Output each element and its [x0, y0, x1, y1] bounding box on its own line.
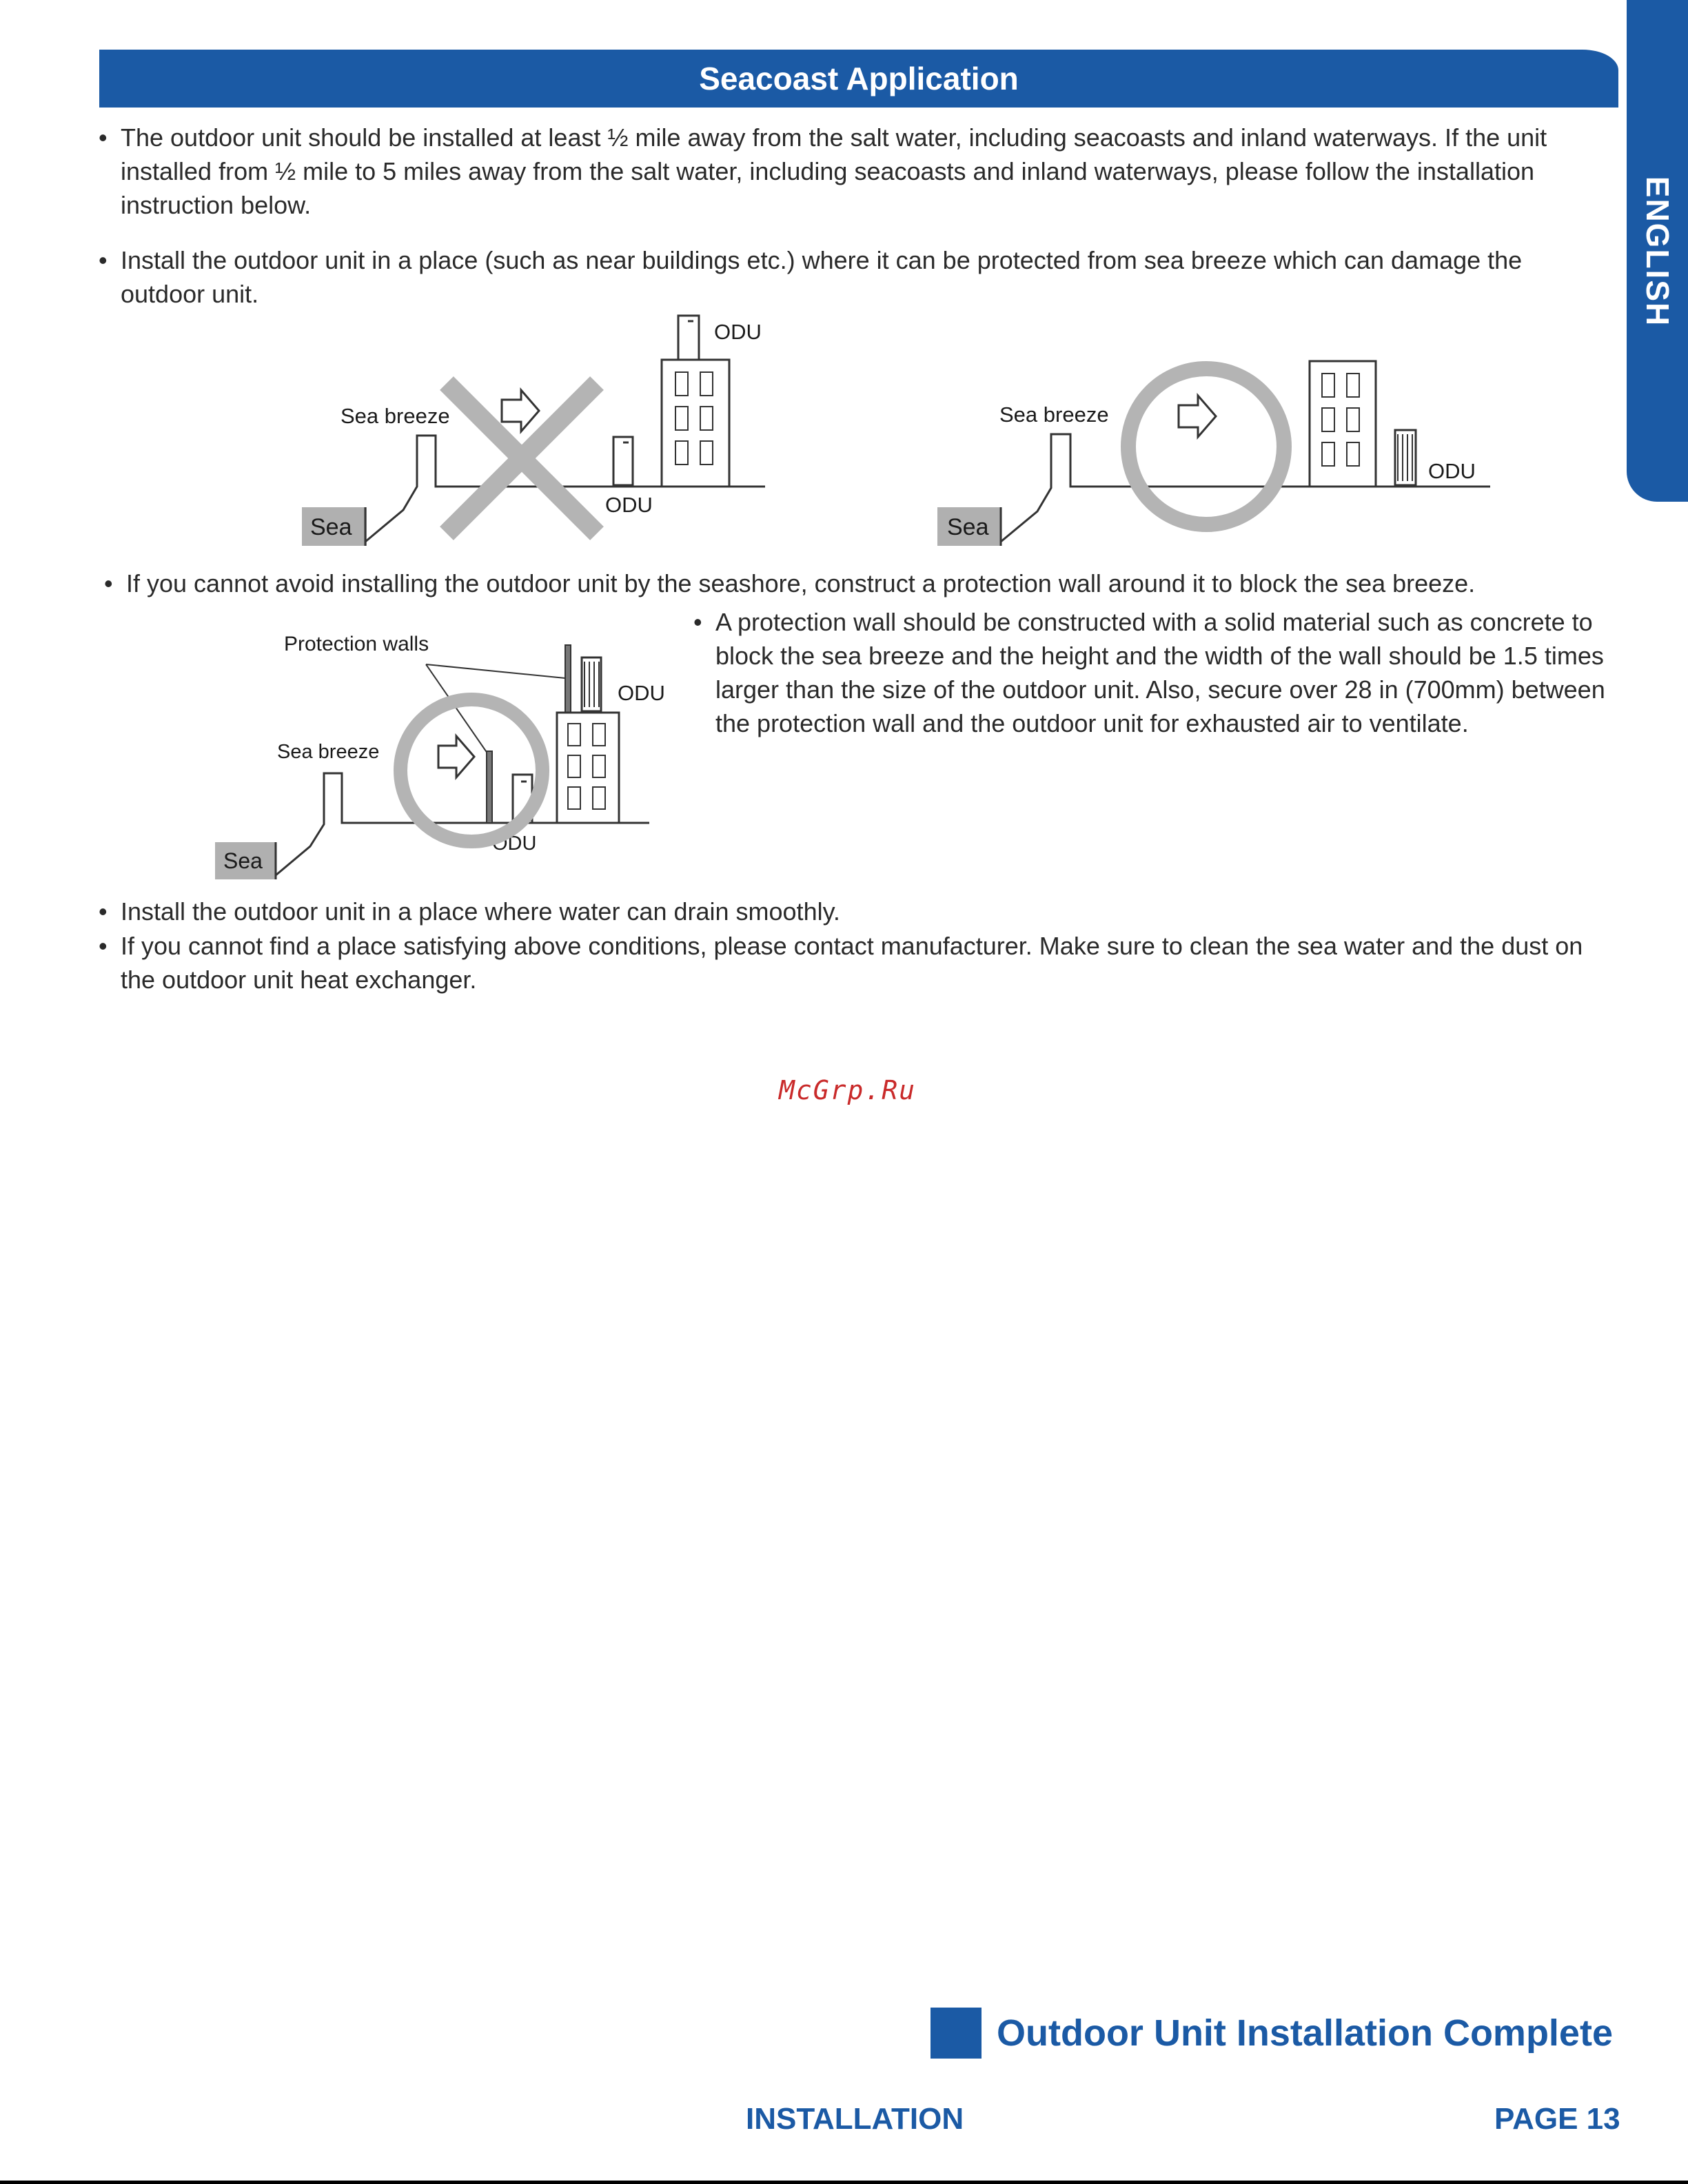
figure-protection-wall [207, 627, 682, 889]
bullet-dot: • [99, 123, 108, 152]
protection-wall-rooftop [565, 645, 571, 714]
odu-ground-label: ODU [605, 493, 653, 517]
watermark: McGrp.Ru [779, 1075, 917, 1105]
odu-ground-unit [613, 437, 633, 485]
sea-breeze-label: Sea breeze [340, 404, 450, 428]
section-header-banner [99, 50, 1618, 108]
bullet-dot: • [693, 608, 702, 636]
figure-wrong-placement [289, 303, 786, 558]
bullet-drainage [99, 895, 1609, 928]
breeze-arrow-icon [1179, 396, 1216, 437]
odu-unit [1395, 430, 1416, 485]
footer-section-label: INSTALLATION [746, 2102, 964, 2136]
bullet-text: Install the outdoor unit in a place where water can drain smoothly. [121, 897, 840, 926]
bullet-dot: • [99, 897, 108, 926]
section-title: Seacoast Application [699, 61, 1019, 96]
odu-rooftop-unit [582, 657, 601, 711]
bullet-protect-location [99, 243, 1609, 311]
odu-label: ODU [1428, 459, 1476, 483]
bullet-dot: • [99, 932, 108, 960]
circle-mark-icon [1128, 369, 1284, 524]
odu-rooftop-label: ODU [618, 681, 665, 705]
section-complete-title: Outdoor Unit Installation Complete [997, 2012, 1613, 2054]
sea-breeze-label: Sea breeze [999, 402, 1109, 427]
circle-mark-icon [400, 700, 542, 841]
section-complete-marker [931, 2008, 1613, 2059]
odu-rooftop-label: ODU [714, 320, 762, 344]
bullet-contact-manufacturer [99, 929, 1616, 997]
building [662, 360, 729, 487]
bullet-text: If you cannot avoid installing the outdoor unit by the seashore, construct a protection wall around it to block the sea breeze. [126, 569, 1476, 598]
footer-page-number: PAGE 13 [1494, 2102, 1620, 2136]
building [1310, 361, 1376, 487]
sea-label: Sea [310, 514, 352, 540]
bottom-divider [0, 2181, 1688, 2184]
bullet-text: If you cannot find a place satisfying above conditions, please contact manufacturer. Make sure to clean the sea water and the dust on the outdoor unit heat exchanger. [121, 932, 1583, 994]
figure-correct-placement [937, 345, 1503, 558]
bullet-text: A protection wall should be constructed with a solid material such as concrete to block the sea breeze and the height and the width of the wall should be 1.5 times larger than the size of the outdoor unit. Also, secure over 28 in (700mm) between the protection wall and the outdoor unit for exhausted air to ventilate. [715, 608, 1605, 737]
building [557, 713, 619, 823]
language-tab [1627, 0, 1688, 502]
language-tab-label: ENGLISH [1639, 176, 1676, 327]
bullet-protection-wall [104, 567, 1622, 600]
bullet-dot: • [99, 246, 108, 274]
protection-wall-ground [487, 751, 492, 823]
bullet-text: The outdoor unit should be installed at least ½ mile away from the salt water, including seacoasts and inland waterways. If the unit installed from ½ mile to 5 miles away from the salt water, including seacoasts and inland waterways, please follow the installation instruction below. [121, 123, 1547, 219]
odu-ground-label: ODU [492, 833, 537, 855]
breeze-arrow-icon [502, 390, 539, 431]
sea-breeze-label: Sea breeze [277, 741, 380, 763]
bullet-dot: • [104, 569, 113, 598]
bullet-text: Install the outdoor unit in a place (such as near buildings etc.) where it can be protected from sea breeze which can damage the outdoor unit. [121, 246, 1523, 308]
protection-walls-label: Protection walls [284, 633, 429, 655]
bullet-wall-spec [693, 605, 1611, 740]
sea-label: Sea [947, 514, 989, 540]
sea-label: Sea [223, 848, 263, 873]
odu-rooftop-unit [678, 316, 699, 360]
breeze-arrow-icon [438, 736, 474, 777]
section-square-icon [931, 2008, 982, 2059]
bullet-distance [99, 121, 1609, 222]
